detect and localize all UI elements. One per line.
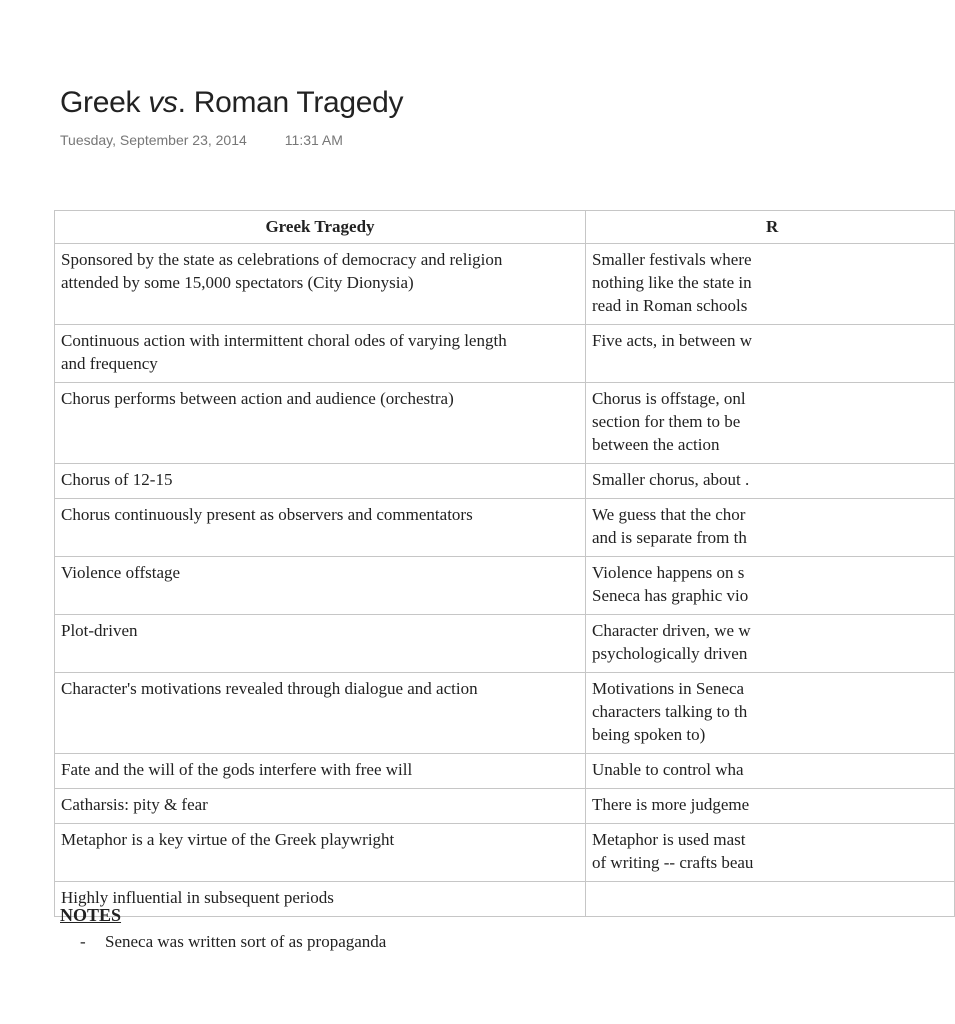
- cell-text-line: Chorus of 12-15: [61, 470, 173, 489]
- notes-item-text: Seneca was written sort of as propaganda: [105, 932, 387, 951]
- cell-text-line: Highly influential in subsequent periods: [61, 888, 334, 907]
- cell-text-line: attended by some 15,000 spectators (City Dionysia): [61, 273, 414, 292]
- cell-text-line: psychologically driven: [592, 644, 748, 663]
- cell-text-line: being spoken to): [592, 725, 706, 744]
- cell-text-line: Sponsored by the state as celebrations of democracy and religion: [61, 250, 503, 269]
- cell-text-line: section for them to be: [592, 412, 741, 431]
- roman-cell: [586, 882, 955, 917]
- table-row: [55, 244, 955, 325]
- cell-text-line: Seneca has graphic vio: [592, 586, 749, 605]
- title-text-2: . Roman Tragedy: [177, 86, 404, 119]
- greek-cell: [55, 754, 586, 789]
- cell-text-line: We guess that the chor: [592, 505, 746, 524]
- cell-text-line: Catharsis: pity & fear: [61, 795, 208, 814]
- greek-cell: [55, 325, 586, 383]
- cell-text-line: Metaphor is a key virtue of the Greek playwright: [61, 830, 395, 849]
- cell-text-line: Metaphor is used mast: [592, 830, 746, 849]
- roman-cell: [586, 754, 955, 789]
- table-row: [55, 464, 955, 499]
- roman-cell: [586, 789, 955, 824]
- table-row: [55, 754, 955, 789]
- roman-cell: [586, 557, 955, 615]
- cell-text-line: Character's motivations revealed through dialogue and action: [61, 679, 478, 698]
- notes-list: [0, 928, 768, 951]
- table-row: [55, 557, 955, 615]
- roman-cell: [586, 464, 955, 499]
- comparison-table: [54, 210, 955, 917]
- notes-heading: NOTES: [60, 905, 122, 925]
- greek-cell: [55, 557, 586, 615]
- cell-text-line: Chorus performs between action and audience (orchestra): [61, 389, 454, 408]
- greek-cell: [55, 673, 586, 754]
- cell-text-line: Plot-driven: [61, 621, 138, 640]
- bullet-dash: -: [80, 932, 86, 951]
- cell-text-line: between the action: [592, 435, 720, 454]
- cell-text-line: Fate and the will of the gods interfere with free will: [61, 760, 413, 779]
- cell-text-line: characters talking to th: [592, 702, 748, 721]
- cell-text-line: Violence offstage: [61, 563, 181, 582]
- cell-text-line: Smaller chorus, about .: [592, 470, 750, 489]
- roman-cell: [586, 244, 955, 325]
- title-text-1: Greek: [60, 86, 149, 119]
- cell-text-line: Motivations in Seneca: [592, 679, 745, 698]
- greek-cell: [55, 615, 586, 673]
- table-header-row: [55, 211, 955, 244]
- greek-cell: [55, 464, 586, 499]
- note-timestamp: [60, 132, 343, 148]
- cell-text-line: Continuous action with intermittent choral odes of varying length: [61, 331, 507, 350]
- roman-cell: [586, 325, 955, 383]
- cell-text-line: Chorus continuously present as observers and commentators: [61, 505, 473, 524]
- greek-cell: [55, 824, 586, 882]
- greek-cell: [55, 882, 586, 917]
- cell-text-line: Chorus is offstage, onl: [592, 389, 746, 408]
- roman-cell: [586, 499, 955, 557]
- cell-text-line: Violence happens on s: [592, 563, 745, 582]
- cell-text-line: of writing -- crafts beau: [592, 853, 754, 872]
- roman-cell: [586, 383, 955, 464]
- greek-cell: [55, 383, 586, 464]
- roman-cell: [586, 673, 955, 754]
- cell-text-line: Five acts, in between w: [592, 331, 753, 350]
- greek-cell: [55, 789, 586, 824]
- page-title: [60, 86, 403, 120]
- cell-text-line: and frequency: [61, 354, 158, 373]
- cell-text-line: read in Roman schools: [592, 296, 748, 315]
- table-body: [55, 244, 955, 917]
- cell-text-line: Unable to control wha: [592, 760, 744, 779]
- roman-cell: [586, 615, 955, 673]
- table-row: [55, 325, 955, 383]
- table-row: [55, 824, 955, 882]
- cell-text-line: nothing like the state in: [592, 273, 752, 292]
- table-row: [55, 499, 955, 557]
- cell-text-line: Smaller festivals where: [592, 250, 752, 269]
- note-time: 11:31 AM: [284, 132, 343, 148]
- roman-cell: [586, 824, 955, 882]
- table-row: [55, 882, 955, 917]
- greek-cell: [55, 244, 586, 325]
- notes-list-item: [80, 932, 386, 952]
- title-vs: vs: [148, 86, 178, 119]
- table-row: [55, 673, 955, 754]
- table-row: [55, 789, 955, 824]
- header-roman-tragedy: R: [586, 211, 955, 244]
- table-row: [55, 615, 955, 673]
- cell-text-line: and is separate from th: [592, 528, 747, 547]
- table-row: [55, 383, 955, 464]
- note-date: Tuesday, September 23, 2014: [60, 132, 247, 148]
- cell-text-line: There is more judgeme: [592, 795, 750, 814]
- comparison-table-container: [54, 210, 779, 917]
- greek-cell: [55, 499, 586, 557]
- cell-text-line: Character driven, we w: [592, 621, 751, 640]
- header-greek-tragedy: Greek Tragedy: [55, 211, 586, 244]
